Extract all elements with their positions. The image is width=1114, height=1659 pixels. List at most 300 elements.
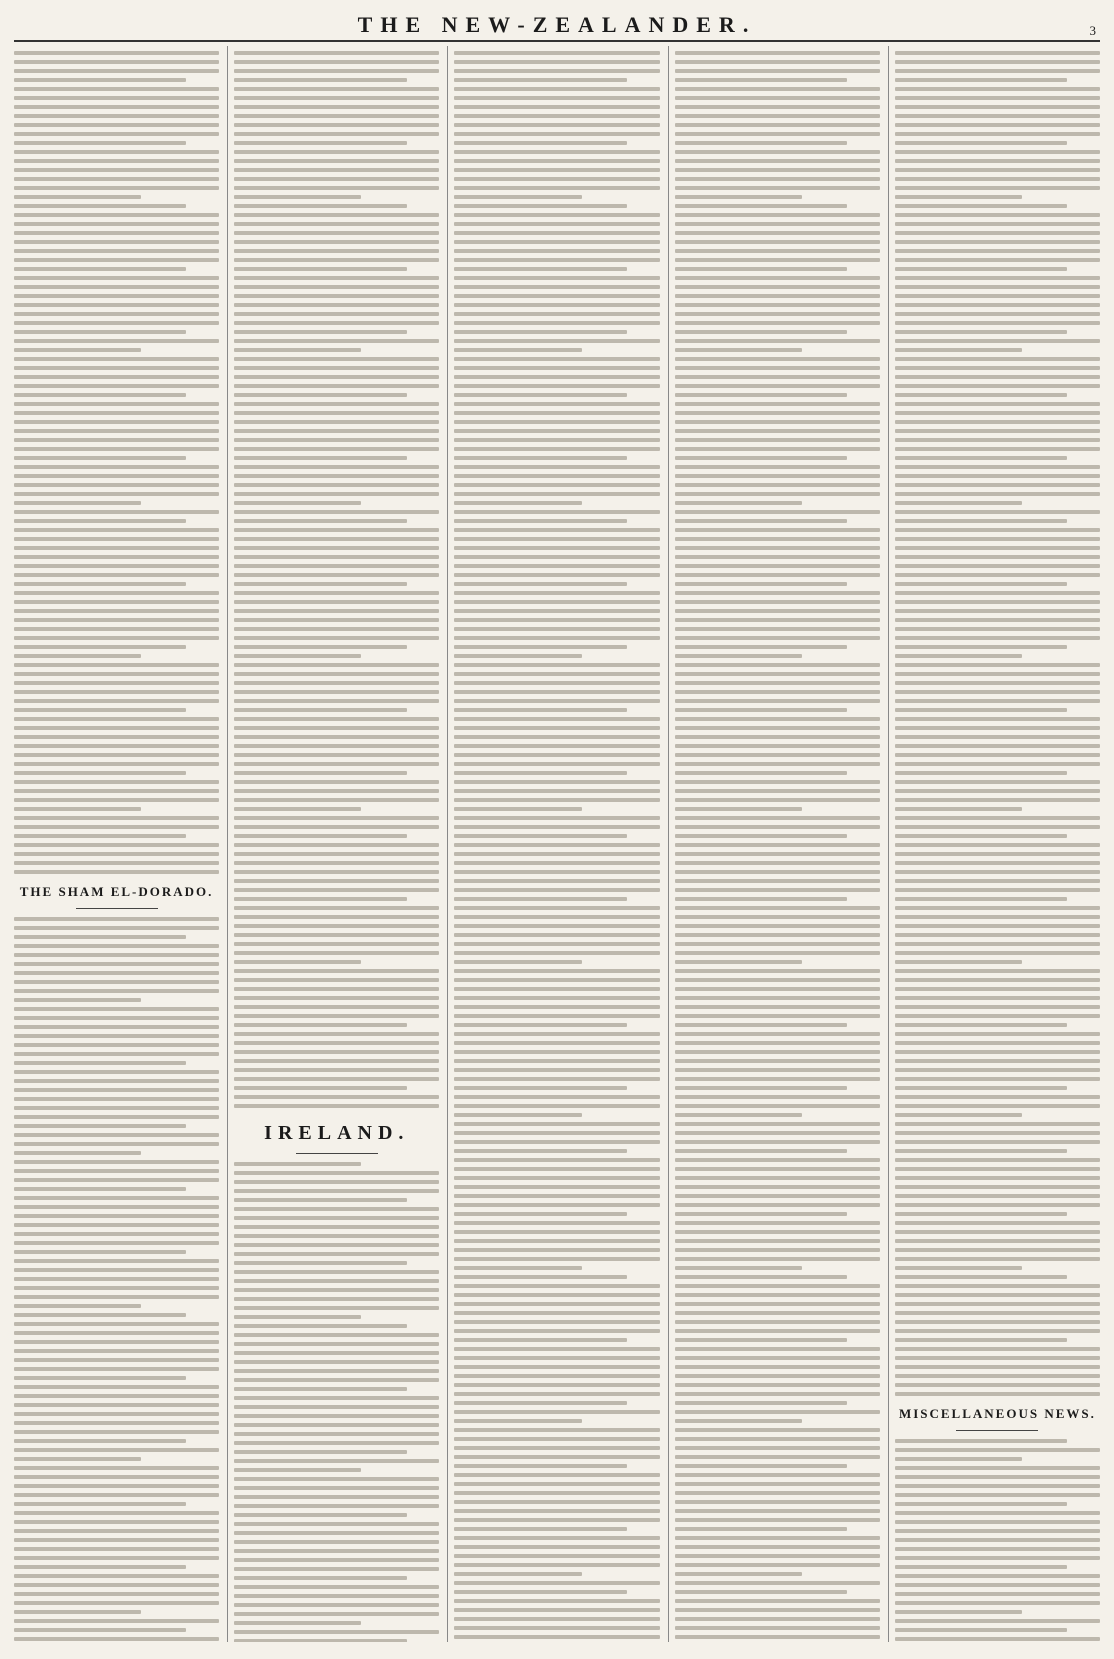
text-line-placeholder xyxy=(234,294,439,298)
text-line-placeholder xyxy=(454,798,659,802)
text-line-placeholder xyxy=(675,420,880,424)
text-line-placeholder xyxy=(454,1527,626,1531)
text-line-placeholder xyxy=(14,971,219,975)
text-line-placeholder xyxy=(14,1115,219,1119)
text-line-placeholder xyxy=(895,1320,1100,1324)
text-line-placeholder xyxy=(895,465,1100,469)
text-line-placeholder xyxy=(454,456,626,460)
text-line-placeholder xyxy=(234,1567,439,1571)
text-line-placeholder xyxy=(454,573,659,577)
text-line-placeholder xyxy=(234,996,439,1000)
text-line-placeholder xyxy=(454,1347,659,1351)
text-line-placeholder xyxy=(675,600,880,604)
text-line-placeholder xyxy=(675,78,847,82)
text-line-placeholder xyxy=(675,1104,880,1108)
text-line-placeholder xyxy=(675,735,880,739)
text-line-placeholder xyxy=(14,1439,186,1443)
text-line-placeholder xyxy=(675,1203,880,1207)
text-line-placeholder xyxy=(14,1214,219,1218)
text-line-placeholder xyxy=(14,348,141,352)
text-line-placeholder xyxy=(895,51,1100,55)
text-line-placeholder xyxy=(14,78,186,82)
text-line-placeholder xyxy=(234,348,361,352)
text-line-placeholder xyxy=(14,357,219,361)
text-line-placeholder xyxy=(14,285,219,289)
text-line-placeholder xyxy=(454,825,659,829)
text-line-placeholder xyxy=(454,618,659,622)
text-line-placeholder xyxy=(454,1122,659,1126)
text-line-placeholder xyxy=(234,1023,406,1027)
text-line-placeholder xyxy=(895,1284,1100,1288)
text-line-placeholder xyxy=(14,1430,219,1434)
text-line-placeholder xyxy=(234,1504,439,1508)
text-line-placeholder xyxy=(14,465,219,469)
text-line-placeholder xyxy=(14,249,219,253)
text-line-placeholder xyxy=(454,726,659,730)
text-line-placeholder xyxy=(14,1592,219,1596)
text-line-placeholder xyxy=(14,366,219,370)
text-line-placeholder xyxy=(454,519,626,523)
text-line-placeholder xyxy=(234,1378,439,1382)
text-line-placeholder xyxy=(895,132,1100,136)
text-line-placeholder xyxy=(234,1243,439,1247)
text-line-placeholder xyxy=(454,1554,659,1558)
text-line-placeholder xyxy=(675,852,880,856)
text-line-placeholder xyxy=(675,933,880,937)
text-line-placeholder xyxy=(675,1293,880,1297)
text-line-placeholder xyxy=(14,627,219,631)
text-line-placeholder xyxy=(234,753,439,757)
text-line-placeholder xyxy=(454,204,626,208)
text-line-placeholder xyxy=(234,600,439,604)
text-line-placeholder xyxy=(454,1356,659,1360)
text-line-placeholder xyxy=(895,1583,1100,1587)
text-line-placeholder xyxy=(675,843,880,847)
text-line-placeholder xyxy=(454,96,659,100)
text-line-placeholder xyxy=(14,935,186,939)
text-line-placeholder xyxy=(675,1275,847,1279)
text-line-placeholder xyxy=(234,1068,439,1072)
text-line-placeholder xyxy=(14,1133,219,1137)
text-line-placeholder xyxy=(454,717,659,721)
text-line-placeholder xyxy=(14,186,219,190)
text-line-placeholder xyxy=(454,1023,626,1027)
text-line-placeholder xyxy=(234,1279,439,1283)
text-line-placeholder xyxy=(895,141,1067,145)
text-line-placeholder xyxy=(234,1639,406,1642)
text-line-placeholder xyxy=(675,1545,880,1549)
text-line-placeholder xyxy=(454,321,659,325)
text-line-placeholder xyxy=(454,330,626,334)
text-line-placeholder xyxy=(454,780,659,784)
text-line-placeholder xyxy=(675,87,880,91)
text-line-placeholder xyxy=(14,168,219,172)
text-line-placeholder xyxy=(675,492,880,496)
text-line-placeholder xyxy=(454,843,659,847)
text-line-placeholder xyxy=(234,1032,439,1036)
text-line-placeholder xyxy=(895,906,1100,910)
text-line-placeholder xyxy=(675,1266,802,1270)
text-line-placeholder xyxy=(454,1401,626,1405)
text-line-placeholder xyxy=(895,483,1100,487)
text-line-placeholder xyxy=(14,420,219,424)
text-line-placeholder xyxy=(895,1547,1100,1551)
text-line-placeholder xyxy=(234,1450,406,1454)
text-line-placeholder xyxy=(895,537,1100,541)
text-line-placeholder xyxy=(454,1221,659,1225)
text-line-placeholder xyxy=(14,402,219,406)
text-line-placeholder xyxy=(675,1536,880,1540)
text-line-placeholder xyxy=(454,870,659,874)
text-line-placeholder xyxy=(14,231,219,235)
text-line-placeholder xyxy=(895,1457,1022,1461)
text-line-placeholder xyxy=(234,204,406,208)
text-line-placeholder xyxy=(14,870,219,874)
text-line-placeholder xyxy=(675,249,880,253)
text-line-placeholder xyxy=(454,60,659,64)
text-line-placeholder xyxy=(454,933,659,937)
text-line-placeholder xyxy=(234,924,439,928)
text-line-placeholder xyxy=(895,1466,1100,1470)
text-line-placeholder xyxy=(234,1297,439,1301)
text-line-placeholder xyxy=(895,1520,1100,1524)
text-line-placeholder xyxy=(895,825,1100,829)
text-line-placeholder xyxy=(895,375,1100,379)
text-line-placeholder xyxy=(454,231,659,235)
section-heading: IRELAND. xyxy=(264,1122,410,1144)
text-line-placeholder xyxy=(895,222,1100,226)
text-line-placeholder xyxy=(454,186,659,190)
text-line-placeholder xyxy=(14,861,219,865)
text-line-placeholder xyxy=(895,438,1100,442)
text-line-placeholder xyxy=(895,591,1100,595)
text-line-placeholder xyxy=(895,1565,1067,1569)
text-line-placeholder xyxy=(234,933,439,937)
text-line-placeholder xyxy=(454,636,659,640)
text-line-placeholder xyxy=(895,231,1100,235)
text-line-placeholder xyxy=(675,1338,847,1342)
text-line-placeholder xyxy=(234,1576,406,1580)
text-line-placeholder xyxy=(895,960,1022,964)
text-line-placeholder xyxy=(454,1536,659,1540)
text-line-placeholder xyxy=(234,1333,439,1337)
text-line-placeholder xyxy=(14,384,219,388)
text-line-placeholder xyxy=(675,447,880,451)
text-line-placeholder xyxy=(675,123,880,127)
text-line-placeholder xyxy=(454,897,626,901)
text-line-placeholder xyxy=(895,1077,1100,1081)
text-line-placeholder xyxy=(895,294,1100,298)
text-line-placeholder xyxy=(454,438,659,442)
text-line-placeholder xyxy=(895,807,1022,811)
text-line-placeholder xyxy=(895,1032,1100,1036)
text-line-placeholder xyxy=(14,1547,219,1551)
text-line-placeholder xyxy=(234,105,439,109)
text-line-placeholder xyxy=(454,258,659,262)
text-line-placeholder xyxy=(14,375,219,379)
text-line-placeholder xyxy=(675,1212,847,1216)
text-line-placeholder xyxy=(675,519,847,523)
text-line-placeholder xyxy=(454,690,659,694)
text-line-placeholder xyxy=(234,879,439,883)
text-line-placeholder xyxy=(14,917,219,921)
text-line-placeholder xyxy=(895,1149,1067,1153)
text-line-placeholder xyxy=(454,1635,659,1639)
text-line-placeholder xyxy=(675,159,880,163)
text-line-placeholder xyxy=(234,789,439,793)
text-line-placeholder xyxy=(454,465,659,469)
text-line-placeholder xyxy=(14,1610,141,1614)
text-line-placeholder xyxy=(234,222,439,226)
column-1 xyxy=(14,46,219,1642)
text-line-placeholder xyxy=(454,699,659,703)
text-line-placeholder xyxy=(14,1196,219,1200)
text-line-placeholder xyxy=(675,969,880,973)
text-line-placeholder xyxy=(675,564,880,568)
text-line-placeholder xyxy=(14,762,219,766)
text-line-placeholder xyxy=(675,627,880,631)
text-line-placeholder xyxy=(454,1545,659,1549)
text-line-placeholder xyxy=(895,312,1100,316)
text-line-placeholder xyxy=(14,1178,219,1182)
text-line-placeholder xyxy=(14,1628,186,1632)
text-line-placeholder xyxy=(454,384,659,388)
text-line-placeholder xyxy=(895,1538,1100,1542)
text-line-placeholder xyxy=(234,141,406,145)
text-line-placeholder xyxy=(895,708,1067,712)
text-line-placeholder xyxy=(454,564,659,568)
text-line-placeholder xyxy=(895,1113,1022,1117)
text-line-placeholder xyxy=(675,1527,847,1531)
text-line-placeholder xyxy=(234,429,439,433)
text-line-placeholder xyxy=(234,1324,406,1328)
text-line-placeholder xyxy=(895,1014,1100,1018)
text-line-placeholder xyxy=(454,1248,659,1252)
text-line-placeholder xyxy=(895,1005,1100,1009)
text-line-placeholder xyxy=(234,1387,406,1391)
text-line-placeholder xyxy=(14,1421,219,1425)
text-line-placeholder xyxy=(675,366,880,370)
text-line-placeholder xyxy=(234,375,439,379)
text-line-placeholder xyxy=(234,411,439,415)
text-line-placeholder xyxy=(234,636,439,640)
text-line-placeholder xyxy=(234,987,439,991)
text-line-placeholder xyxy=(675,636,880,640)
text-line-placeholder xyxy=(14,51,219,55)
text-line-placeholder xyxy=(454,834,626,838)
text-line-placeholder xyxy=(14,1574,219,1578)
text-line-placeholder xyxy=(14,267,186,271)
text-line-placeholder xyxy=(895,564,1100,568)
text-line-placeholder xyxy=(14,1286,219,1290)
text-line-placeholder xyxy=(14,663,219,667)
divider xyxy=(296,1153,378,1154)
text-line-placeholder xyxy=(675,51,880,55)
text-line-placeholder xyxy=(675,1005,880,1009)
text-line-placeholder xyxy=(895,1619,1100,1623)
text-line-placeholder xyxy=(14,519,186,523)
text-line-placeholder xyxy=(234,456,406,460)
text-line-placeholder xyxy=(895,123,1100,127)
text-line-placeholder xyxy=(675,816,880,820)
text-line-placeholder xyxy=(675,1059,880,1063)
text-line-placeholder xyxy=(675,384,880,388)
text-line-placeholder xyxy=(14,411,219,415)
text-line-placeholder xyxy=(14,222,219,226)
text-line-placeholder xyxy=(454,348,581,352)
text-line-placeholder xyxy=(14,771,186,775)
text-line-placeholder xyxy=(895,429,1100,433)
text-line-placeholder xyxy=(895,447,1100,451)
text-line-placeholder xyxy=(234,1522,439,1526)
text-line-placeholder xyxy=(454,510,659,514)
text-line-placeholder xyxy=(234,132,439,136)
text-line-placeholder xyxy=(234,438,439,442)
text-line-placeholder xyxy=(675,1194,880,1198)
text-line-placeholder xyxy=(14,294,219,298)
text-line-placeholder xyxy=(895,834,1067,838)
text-line-placeholder xyxy=(234,1468,361,1472)
text-line-placeholder xyxy=(234,87,439,91)
text-line-placeholder xyxy=(14,1403,219,1407)
text-line-placeholder xyxy=(14,1466,219,1470)
text-line-placeholder xyxy=(234,969,439,973)
text-line-placeholder xyxy=(675,222,880,226)
text-line-placeholder xyxy=(454,1149,626,1153)
text-line-placeholder xyxy=(895,942,1100,946)
text-line-placeholder xyxy=(675,1311,880,1315)
text-line-placeholder xyxy=(675,1320,880,1324)
text-line-placeholder xyxy=(895,1221,1100,1225)
text-line-placeholder xyxy=(14,780,219,784)
text-line-placeholder xyxy=(454,681,659,685)
text-line-placeholder xyxy=(675,528,880,532)
text-line-placeholder xyxy=(454,78,626,82)
text-line-placeholder xyxy=(895,1248,1100,1252)
text-line-placeholder xyxy=(675,537,880,541)
text-line-placeholder xyxy=(895,888,1100,892)
text-line-placeholder xyxy=(895,1338,1067,1342)
text-line-placeholder xyxy=(234,177,439,181)
text-line-placeholder xyxy=(675,546,880,550)
text-line-placeholder xyxy=(14,1529,219,1533)
text-line-placeholder xyxy=(895,1050,1100,1054)
text-line-placeholder xyxy=(14,708,186,712)
text-line-placeholder xyxy=(895,1041,1100,1045)
text-line-placeholder xyxy=(14,321,219,325)
text-line-placeholder xyxy=(675,438,880,442)
text-line-placeholder xyxy=(234,735,439,739)
text-line-placeholder xyxy=(234,708,406,712)
text-line-placeholder xyxy=(675,1374,880,1378)
text-line-placeholder xyxy=(895,348,1022,352)
text-line-placeholder xyxy=(454,1410,659,1414)
text-line-placeholder xyxy=(234,627,439,631)
text-line-placeholder xyxy=(14,825,219,829)
text-line-placeholder xyxy=(14,1340,219,1344)
text-line-placeholder xyxy=(454,888,659,892)
text-line-placeholder xyxy=(14,1376,186,1380)
text-line-placeholder xyxy=(895,690,1100,694)
text-line-placeholder xyxy=(14,447,219,451)
text-line-placeholder xyxy=(675,1491,880,1495)
text-line-placeholder xyxy=(234,861,439,865)
text-line-placeholder xyxy=(675,1518,880,1522)
text-line-placeholder xyxy=(895,627,1100,631)
text-line-placeholder xyxy=(454,1167,659,1171)
text-line-placeholder xyxy=(14,528,219,532)
text-line-placeholder xyxy=(14,726,219,730)
text-line-placeholder xyxy=(14,150,219,154)
section-heading: MISCELLANEOUS NEWS. xyxy=(898,1406,1096,1421)
text-line-placeholder xyxy=(14,1016,219,1020)
text-line-placeholder xyxy=(14,312,219,316)
text-line-placeholder xyxy=(14,1385,219,1389)
text-line-placeholder xyxy=(454,708,626,712)
text-line-placeholder xyxy=(454,1329,659,1333)
text-line-placeholder xyxy=(14,834,186,838)
text-line-placeholder xyxy=(675,744,880,748)
text-line-placeholder xyxy=(454,987,659,991)
text-line-placeholder xyxy=(14,636,219,640)
text-line-placeholder xyxy=(675,582,847,586)
text-line-placeholder xyxy=(14,618,219,622)
text-line-placeholder xyxy=(454,1374,659,1378)
text-line-placeholder xyxy=(895,1374,1100,1378)
text-line-placeholder xyxy=(675,978,880,982)
text-line-placeholder xyxy=(14,1619,219,1623)
text-line-placeholder xyxy=(895,186,1100,190)
masthead-title: THE NEW-ZEALANDER. xyxy=(357,12,757,37)
text-line-placeholder xyxy=(454,789,659,793)
masthead xyxy=(14,10,1100,42)
text-line-placeholder xyxy=(454,762,659,766)
text-line-placeholder xyxy=(454,1509,659,1513)
text-line-placeholder xyxy=(234,1459,439,1463)
column-2 xyxy=(227,46,439,1642)
text-line-placeholder xyxy=(454,195,581,199)
text-line-placeholder xyxy=(234,186,439,190)
text-line-placeholder xyxy=(895,1239,1100,1243)
text-line-placeholder xyxy=(234,564,439,568)
text-line-placeholder xyxy=(895,1131,1100,1135)
text-line-placeholder xyxy=(895,1529,1100,1533)
text-line-placeholder xyxy=(14,1313,186,1317)
text-line-placeholder xyxy=(454,1158,659,1162)
text-line-placeholder xyxy=(895,492,1100,496)
text-line-placeholder xyxy=(234,1423,439,1427)
text-line-placeholder xyxy=(675,1149,847,1153)
text-line-placeholder xyxy=(454,816,659,820)
text-line-placeholder xyxy=(675,645,847,649)
text-line-placeholder xyxy=(895,636,1100,640)
text-line-placeholder xyxy=(675,861,880,865)
text-line-placeholder xyxy=(895,285,1100,289)
text-line-placeholder xyxy=(895,744,1100,748)
text-line-placeholder xyxy=(454,609,659,613)
column-4 xyxy=(668,46,880,1642)
text-line-placeholder xyxy=(895,213,1100,217)
text-line-placeholder xyxy=(234,1594,439,1598)
text-line-placeholder xyxy=(675,1401,847,1405)
text-line-placeholder xyxy=(14,1061,186,1065)
text-line-placeholder xyxy=(14,1448,219,1452)
text-line-placeholder xyxy=(675,357,880,361)
text-line-placeholder xyxy=(895,1637,1100,1641)
text-line-placeholder xyxy=(675,231,880,235)
text-line-placeholder xyxy=(234,825,439,829)
text-line-placeholder xyxy=(895,366,1100,370)
